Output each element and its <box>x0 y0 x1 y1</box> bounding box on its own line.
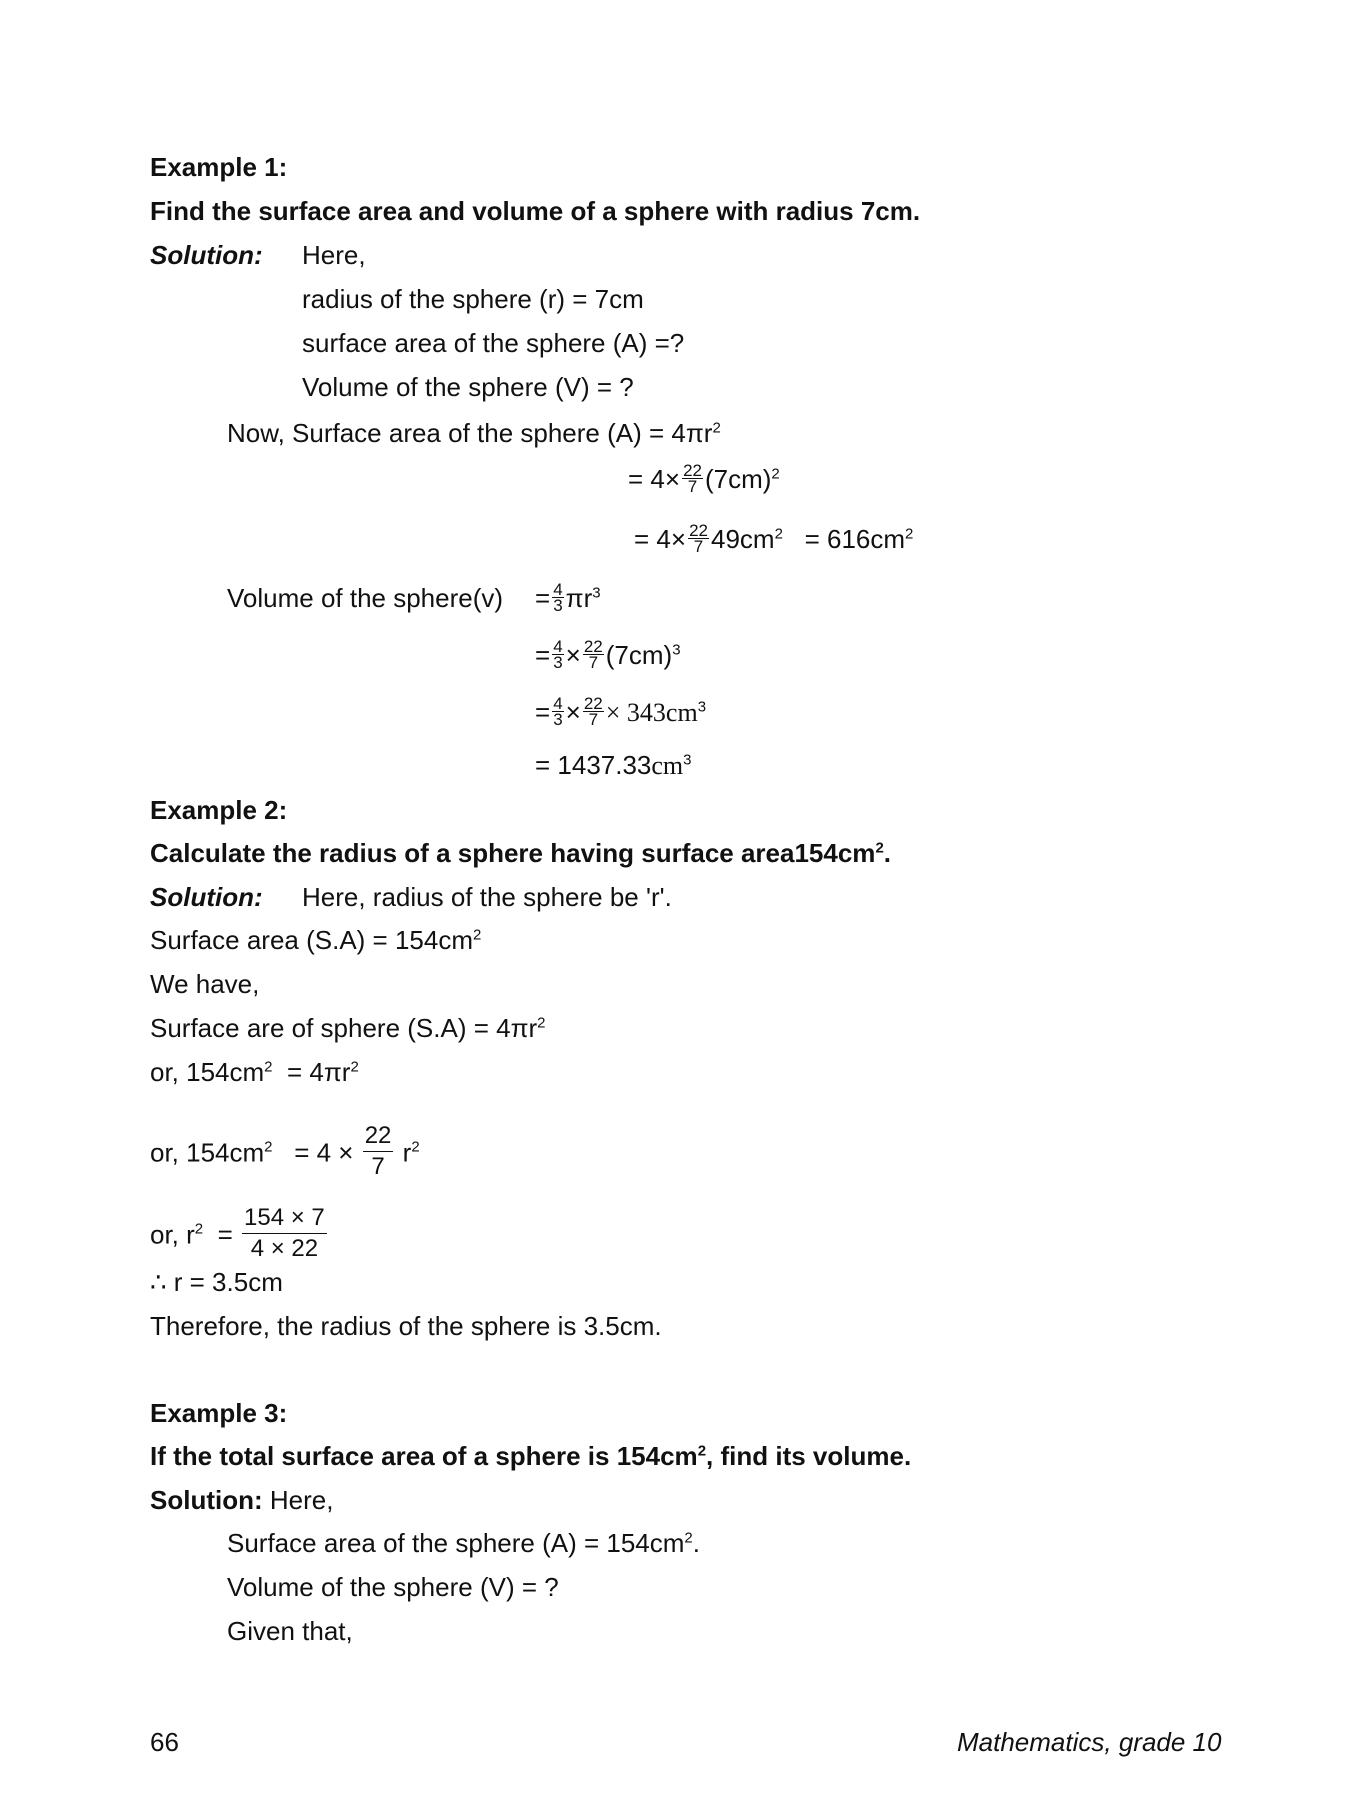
example-2-conclusion: Therefore, the radius of the sphere is 3.5cm. <box>150 1311 662 1341</box>
example-2-solution-text: Here, radius of the sphere be 'r'. <box>302 882 672 912</box>
example-1-surface-area-step-1: = 4× $\frac{22}{7}$ $(7cm)^2$ <box>628 460 780 496</box>
surface-area-result: = 616cm <box>804 524 906 554</box>
example-3-question: If the total surface area of a sphere is $154cm^2$, find its volume. <box>150 1441 912 1471</box>
example-3-heading: Example 3: <box>150 1398 288 1428</box>
fraction-4-over-3: $\frac{4}{3}$ <box>553 579 563 615</box>
example-1-question: Find the surface area and volume of a sphere with radius 7cm. <box>150 196 921 226</box>
example-2-heading: Example 2: <box>150 795 288 825</box>
example-2-or-line-2: or, $154cm^2$ = 4 × $\frac{22}{7}$ $r^2$ <box>150 1122 420 1180</box>
fraction-22-over-7: $\frac{22}{7}$ <box>583 693 603 729</box>
example-1-given-radius: radius of the sphere (r) = 7cm <box>302 284 644 314</box>
example-2-we-have: We have, <box>150 969 260 999</box>
example-1-surface-area-step-2: = 4× $\frac{22}{7}$ $49cm^2$ = $616cm^2$ <box>634 520 914 556</box>
solution-label: Solution: <box>150 240 263 270</box>
fraction-4-over-3: $\frac{4}{3}$ <box>553 636 563 672</box>
example-2-formula: Surface are of sphere $(S.A) = 4\pi r^2$ <box>150 1013 546 1043</box>
example-1-volume-formula: = $\frac{4}{3}$ $\pi r^3$ <box>535 579 601 615</box>
fraction-22-over-7: $\frac{22}{7}$ <box>583 636 603 672</box>
fraction-22-over-7: $\frac{22}{7}$ <box>683 460 702 496</box>
example-1-volume-step-2: = $\frac{4}{3}$ × $\frac{22}{7}$ × $343cm^3$ <box>535 693 707 729</box>
fraction-4-over-3: $\frac{4}{3}$ <box>553 693 563 729</box>
example-3-solution-line: Solution: Here, <box>150 1485 334 1515</box>
example-3-given-that: Given that, <box>227 1616 353 1646</box>
example-1-given-volume: Volume of the sphere (V) = ? <box>302 372 634 402</box>
fraction-22-over-7: $\frac{22}{7}$ <box>689 520 708 556</box>
example-1-given-area: surface area of the sphere (A) =? <box>302 328 685 358</box>
example-3-volume-unknown: Volume of the sphere (V) = ? <box>227 1572 559 1602</box>
example-1-heading: Example 1: <box>150 152 288 182</box>
example-2-surface-area-given: Surface area $(S.A) = 154cm^2$ <box>150 925 482 955</box>
example-1-volume-label: Volume of the sphere(v) <box>227 583 504 613</box>
book-title: Mathematics, grade 10 <box>957 1727 1222 1757</box>
fraction-154x7-over-4x22: $\frac{154 \times 7}{4 \times 22}$ <box>244 1204 325 1262</box>
example-2-solution-label: Solution: <box>150 882 263 912</box>
example-1-here: Here, <box>302 240 366 270</box>
example-1-volume-result: = $1437.33cm^3$ <box>535 750 692 780</box>
page-number: 66 <box>150 1727 179 1757</box>
example-1-volume-step-1: = $\frac{4}{3}$ × $\frac{22}{7}$ $(7cm)^3$ <box>535 636 681 672</box>
example-2-therefore-r: ∴ r = 3.5cm <box>150 1267 283 1297</box>
example-1-solution-line <box>150 240 263 270</box>
fraction-22-over-7-large: $\frac{22}{7}$ <box>364 1122 392 1180</box>
example-2-or-line-1: or, $154cm^2 = 4\pi r^2$ <box>150 1057 359 1087</box>
example-2-or-line-3: or, $r^2$ = $\frac{154 \times 7}{4 \times 22}$ <box>150 1204 325 1262</box>
example-3-surface-area-given: Surface area of the sphere $(A) = 154cm^2$. <box>227 1528 700 1558</box>
example-2-question: Calculate the radius of a sphere having surface $area154cm^2$. <box>150 838 892 868</box>
example-1-surface-area-formula: Now, Surface area of the sphere $(A) = 4\pi r^2$ <box>227 418 721 448</box>
